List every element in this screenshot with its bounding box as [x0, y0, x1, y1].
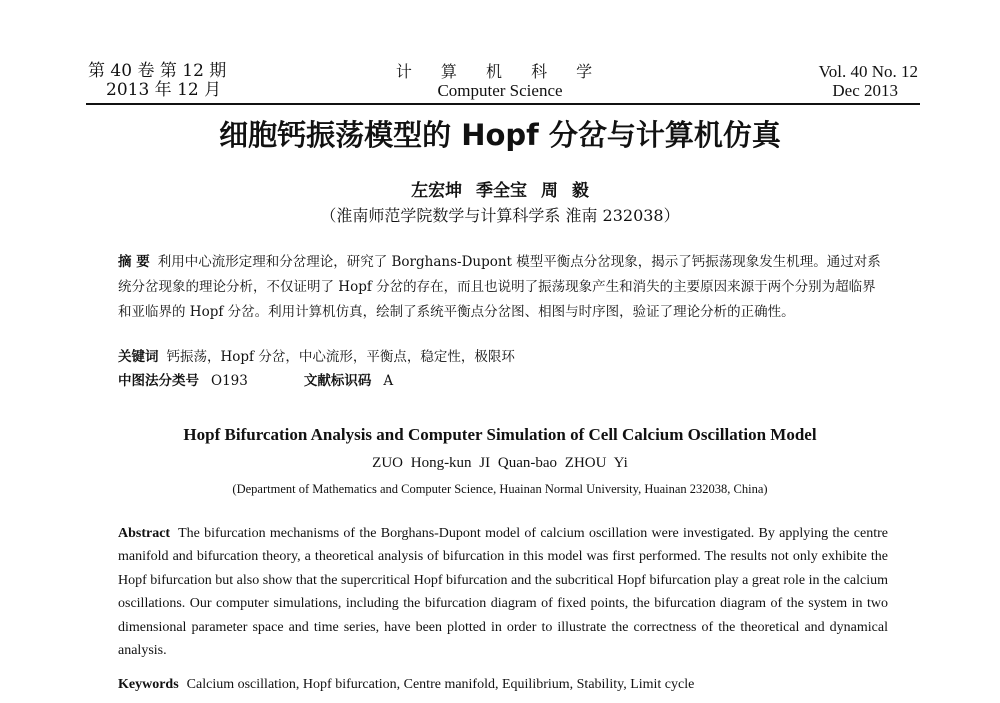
doc-code-label: 文献标识码: [303, 373, 372, 389]
abstract-en-label: Abstract: [118, 526, 171, 541]
keywords-en: [118, 674, 888, 696]
class-label: 中图法分类号: [118, 373, 199, 389]
date-en: Dec 2013: [832, 81, 898, 100]
class-value: O193: [211, 373, 248, 389]
header-rule: [86, 103, 920, 105]
keywords-cn: [118, 346, 888, 368]
abstract-en: [118, 522, 888, 662]
affiliation-en: (Department of Mathematics and Computer Science, Huainan Normal University, Huainan 232038, China): [232, 482, 768, 496]
volume-cn: 第 40 卷 第 12 期: [88, 61, 227, 81]
paper-title-cn: 细胞钙振荡模型的 Hopf 分岔与计算机仿真: [219, 118, 781, 152]
journal-issue-en: [760, 62, 918, 100]
journal-name-cn: 计 算 机 科 学: [395, 62, 605, 81]
journal-name: [380, 62, 620, 100]
keywords-en-label: Keywords: [118, 677, 179, 692]
abstract-cn-label: 摘 要: [118, 254, 150, 270]
journal-issue-cn: [88, 62, 308, 100]
keywords-cn-label: 关键词: [118, 349, 159, 365]
abstract-en-text: The bifurcation mechanisms of the Borghans-Dupont model of calcium oscillation were investigated. By applying the centre manifold and bifurcation theory, a theoretical analysis of bifurcation in this model was first performed. The results not only exhibite the Hopf bifurcation but also show that the supercritical Hopf bifurcation and the subcritical Hopf bifurcation play a great role in the calcium oscillations. Our computer simulations, including the bifurcation diagram of fixed points, the bifurcation diagram of the system in two dimensional parameter space and time series, have been plotted in order to illustrate the correctness of the theoretical and dynamical analysis.: [118, 526, 888, 659]
date-cn: 2013 年 12 月: [106, 80, 222, 100]
authors-cn: 左宏坤 季全宝 周 毅: [411, 181, 589, 201]
paper-title-en: Hopf Bifurcation Analysis and Computer Simulation of Cell Calcium Oscillation Model: [183, 425, 817, 444]
authors-en: ZUO Hong-kun JI Quan-bao ZHOU Yi: [372, 455, 628, 471]
keywords-en-text: Calcium oscillation, Hopf bifurcation, Centre manifold, Equilibrium, Stability, Limit cycle: [186, 677, 695, 692]
keywords-cn-text: 钙振荡，Hopf 分岔，中心流形，平衡点，稳定性，极限环: [166, 349, 515, 365]
affiliation-cn: （淮南师范学院数学与计算科学系 淮南 232038）: [320, 206, 680, 225]
volume-en: Vol. 40 No. 12: [818, 62, 918, 81]
journal-name-en: Computer Science: [437, 81, 563, 100]
doc-code-value: A: [383, 373, 394, 389]
abstract-cn-text: 利用中心流形定理和分岔理论，研究了 Borghans-Dupont 模型平衡点分岔现象，揭示了钙振荡现象发生机理。通过对系统分岔现象的理论分析，不仅证明了 Hopf 分岔的存在，而且也说明了振荡现象产生和消失的主要原因来源于两个分别为超临界和亚临界的 Hopf 分岔。利用计算机仿真，绘制了系统平衡点分岔图、相图与时序图，验证了理论分析的正确性。: [118, 254, 881, 320]
classification-row: [118, 370, 888, 392]
abstract-cn: [118, 250, 888, 325]
